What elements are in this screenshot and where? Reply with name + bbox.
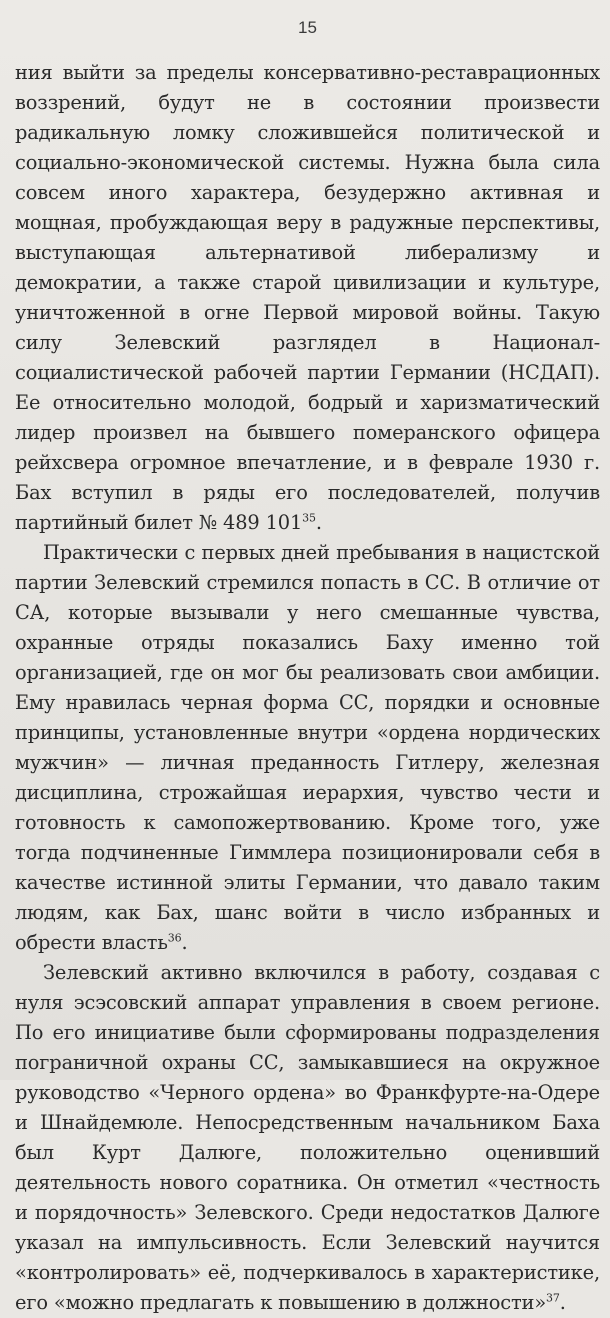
paragraph-3 — [15, 958, 600, 1318]
footnote-ref: 36 — [167, 931, 182, 945]
paragraph-end-punctuation: . — [315, 511, 322, 534]
paragraph-1 — [15, 58, 600, 538]
paragraph-end-punctuation: . — [181, 931, 188, 954]
paragraph-end-punctuation: . — [559, 1291, 566, 1314]
paragraph-text: Зелевский активно включился в работу, создавая с нуля эсэсовский аппарат управления в своем регионе. По его инициативе были сформированы подразделения пограничной охраны СС, замыкавшиеся на окружное руководство «Черного ордена» во Франкфурте-на-Одере и Шнайдемюле. Непосредственным начальником Баха был Курт Далюге, положительно оценивший деятельность нового соратника. Он отметил «честность и порядочность» Зелевского. Среди недостатков Далюге указал на импульсивность. Если Зелевский научится «контролировать» её, подчеркивалось в характеристике, его «можно предлагать к повышению в должности» — [15, 961, 600, 1314]
footnote-ref: 35 — [302, 511, 316, 525]
paragraph-text: ния выйти за пределы консервативно-реставрационных воззрений, будут не в состоянии произвести радикальную ломку сложившейся политической и социально-экономической системы. Нужна была сила совсем иного характера, безудержно активная и мощная, пробуждающая веру в радужные перспективы, выступающая альтернативой либерализму и демократии, а также старой цивилизации и культуре, уничтоженной в огне Первой мировой войны. Такую силу Зелевский разглядел в Национал-социалистической рабочей партии Германии (НСДАП). Ее относительно молодой, бодрый и харизматический лидер произвел на бывшего померанского офицера рейхсвера огромное впечатление, и в феврале 1930 г. Бах вступил в ряды его последователей, получив партийный билет № 489 101 — [15, 61, 600, 534]
page-number: 15 — [298, 18, 317, 37]
paragraph-2 — [15, 538, 600, 958]
footnote-ref: 37 — [546, 1291, 560, 1305]
paragraph-text: Практически с первых дней пребывания в нацистской партии Зелевский стремился попасть в СС. В отличие от СА, которые вызывали у него смешанные чувства, охранные отряды показались Баху именно той организацией, где он мог бы реализовать свои амбиции. Ему нравилась черная форма СС, порядки и основные принципы, установленные внутри «ордена нордических мужчин» — личная преданность Гитлеру, железная дисциплина, строжайшая иерархия, чувство чести и готовность к самопожертвованию. Кроме того, уже тогда подчиненные Гиммлера позиционировали себя в качестве истинной элиты Германии, что давало таким людям, как Бах, шанс войти в число избранных и обрести власть — [15, 541, 600, 954]
